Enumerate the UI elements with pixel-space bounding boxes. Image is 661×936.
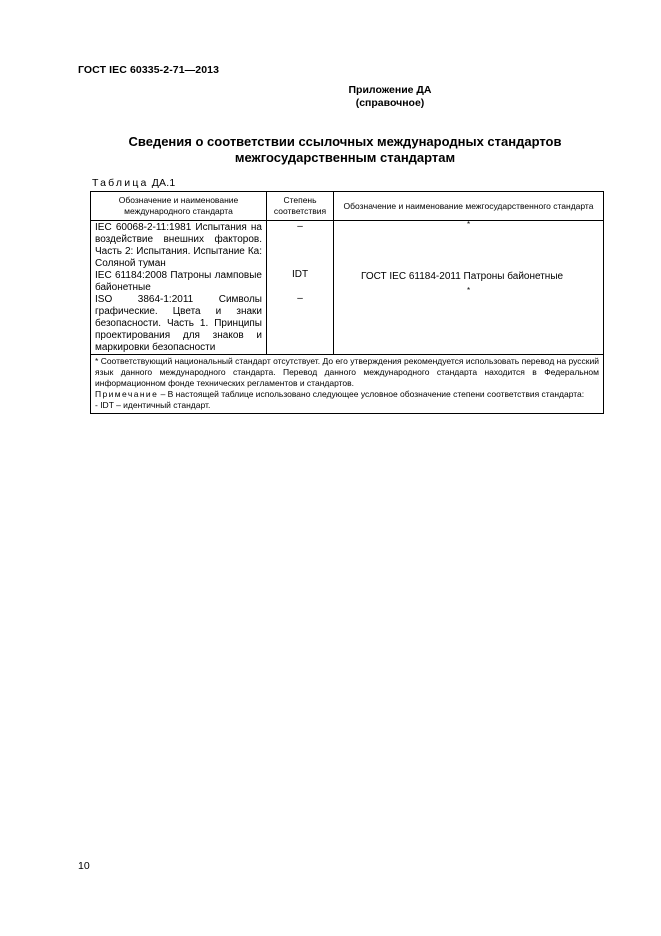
degree-value: – <box>297 221 303 232</box>
title-line-2: межгосударственным стандартам <box>234 150 456 165</box>
reference-standards-table <box>90 191 604 414</box>
table-caption <box>92 177 175 189</box>
table-header-row <box>91 192 604 221</box>
table-notes-row <box>91 355 604 414</box>
note-text: – В настоящей таблице использовано следующее условное обозначение степени соответствия стандарта: <box>158 389 585 399</box>
table-notes <box>91 355 604 414</box>
header-interstate-standard: Обозначение и наименование межгосударственного стандарта <box>334 192 604 221</box>
header-international-standard: Обозначение и наименование международного стандарта <box>91 192 267 221</box>
appendix-title <box>80 134 610 166</box>
note-label: Примечание <box>95 389 159 399</box>
intl-standard-entry: ISO 3864-1:2011 Символы графические. Цвета и знаки безопасности. Часть 1. Принципы проектирования для знаков и маркировки безопасности <box>95 294 262 353</box>
footnote-marker: * <box>466 286 471 295</box>
interstate-standard-entry: ГОСТ IEC 61184-2011 Патроны байонетные <box>361 271 564 282</box>
page-number: 10 <box>78 860 90 872</box>
degree-value: – <box>297 293 303 304</box>
degree-value: IDT <box>291 269 309 280</box>
degree-cell <box>267 221 334 355</box>
footnote-marker: * <box>466 220 471 229</box>
appendix-label: Приложение ДА <box>348 84 432 96</box>
international-standards-cell <box>91 221 267 355</box>
table-caption-word: Таблица <box>92 177 149 189</box>
intl-standard-entry: IEC 60068-2-11:1981 Испытания на воздействие внешних факторов. Часть 2: Испытания. Испытание Ка: Соляной туман <box>95 222 262 269</box>
title-line-1: Сведения о соответствии ссылочных международных стандартов <box>128 134 562 149</box>
table-caption-number: ДА.1 <box>151 177 176 189</box>
header-degree-of-correspondence: Степень соответствия <box>267 192 334 221</box>
table-body-row <box>91 221 604 355</box>
intl-standard-entry: IEC 61184:2008 Патроны ламповые байонетные <box>95 270 262 293</box>
idt-definition: - IDT – идентичный стандарт. <box>95 400 211 410</box>
appendix-type: (справочное) <box>355 97 425 109</box>
document-code: ГОСТ IEC 60335-2-71—2013 <box>78 64 220 76</box>
footnote-text: * Соответствующий национальный стандарт отсутствует. До его утверждения рекомендуется использовать перевод на русский язык данного международного стандарта. Перевод данного международного стандарта находится в Федеральном информационном фонде технических регламентов и стандартов. <box>95 356 599 388</box>
appendix-heading <box>240 84 540 110</box>
note-paragraph <box>95 389 599 400</box>
interstate-standards-cell <box>334 221 604 355</box>
